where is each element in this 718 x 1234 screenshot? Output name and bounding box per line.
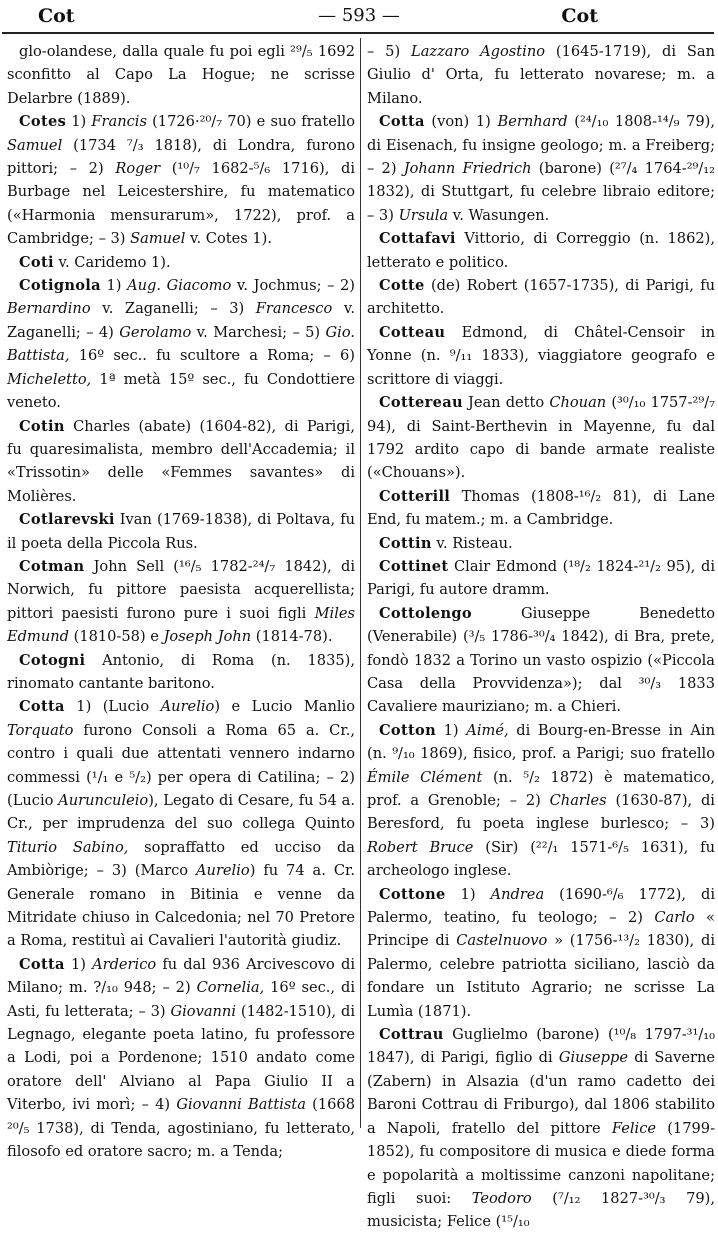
entry-italic-name: Micheletto, xyxy=(7,370,92,388)
entry-italic-name: Robert Bruce xyxy=(367,838,474,856)
entry-headword: Cottolengo xyxy=(379,604,472,622)
entry-italic-name: Andrea xyxy=(490,885,545,903)
entry-text: v. Zaganelli; – 3) xyxy=(90,300,256,318)
entry-italic-name: Felice xyxy=(611,1119,657,1137)
entry-italic-name: Giovanni xyxy=(170,1002,236,1020)
entry-text: v. Jochmus; – 2) xyxy=(231,277,356,295)
entry-italic-name: Johann Friedrich xyxy=(403,160,532,178)
entry-text: (n. ⁵/₂ 1872) è matematico, prof. a Grenoble; – 2) xyxy=(367,768,715,809)
entry-italic-name: Roger xyxy=(115,160,161,178)
entry-headword: Cottinet xyxy=(379,557,449,575)
entry-headword: Cotman xyxy=(19,557,85,575)
entry-text: 1) xyxy=(445,885,491,903)
entry-text: (¹⁰/₇ 1682-⁵/₆ 1716), di Burbage nel Leicestershire, fu matematico («Harmonia mensurarum», 1722), prof. a Cambridge; – 3) xyxy=(7,160,356,248)
entry-text: (1630-87), di Beresford, fu poeta inglese burlesco; – 3) xyxy=(367,792,715,833)
dictionary-entry xyxy=(367,40,715,110)
entry-text: John Sell (¹⁶/₅ 1782-²⁴/₇ 1842), di Norwich, fu pittore paesista acquerellista; pittori paesisti furono pure i suoi figli xyxy=(7,557,355,622)
entry-text: (1799-1852), fu compositore di musica e diede forma e popolarità a moltissime canzoni napolitane; figli suoi: xyxy=(367,1119,716,1207)
entry-text: v. Cotes 1). xyxy=(185,230,273,248)
entry-text: Guglielmo (barone) (¹⁰/₈ 1797-³¹/₁₀ 1847), di Parigi, figlio di xyxy=(367,1026,715,1067)
dictionary-entry xyxy=(367,274,715,321)
dictionary-entry xyxy=(367,110,715,227)
entry-text: ) e Lucio Manlio xyxy=(214,698,355,716)
dictionary-entry xyxy=(367,227,715,274)
entry-headword: Cottrau xyxy=(379,1026,444,1044)
running-head-right: Cot xyxy=(561,5,598,27)
entry-headword: Cotteau xyxy=(379,323,446,341)
dictionary-entry xyxy=(367,485,715,532)
entry-italic-name: Castelnuovo xyxy=(456,932,548,950)
entry-text: 16º sec.. fu scultore a Roma; – 6) xyxy=(69,347,355,365)
entry-text: di Bourg-en-Bresse in Ain (n. ⁹/₁₀ 1869), fisico, prof. a Parigi; suo fratello xyxy=(367,721,715,763)
entry-text: glo-olandese, dalla quale fu poi egli ²⁹/₅ 1692 sconfitto al Capo La Hogue; ne scrisse Delarbre (1889). xyxy=(7,43,355,107)
entry-italic-name: Giovanni Battista xyxy=(176,1096,306,1114)
entry-italic-name: Ursula xyxy=(398,206,449,224)
entry-italic-name: Joseph John xyxy=(163,628,252,646)
entry-headword: Cotignola xyxy=(19,277,101,295)
entry-text: di Saverne (Zabern) in Alsazia (d'un ramo cadetto dei Baroni Cottrau di Friburgo), dal 1806 stabilito a Napoli, fratello del pittore xyxy=(367,1049,715,1137)
dictionary-entry xyxy=(367,391,715,485)
entry-text: Edmond, di Châtel-Censoir in Yonne (n. ⁹/₁₁ 1833), viaggiatore geografo e scrittore di viaggi. xyxy=(367,323,715,388)
entry-text: (³⁰/₁₀ 1757-²⁹/₇ 94), di Saint-Berthevin in Mayenne, fu dal 1792 ardito capo di bande armate realiste («Chouans»). xyxy=(367,394,715,482)
entry-italic-name: Francis xyxy=(91,113,147,131)
entry-text: (1690-⁶/₆ 1772), di Palermo, teatino, fu teologo; – 2) xyxy=(367,885,715,927)
entry-headword: Cottone xyxy=(379,885,446,903)
entry-text: Clair Edmond (¹⁸/₂ 1824-²¹/₂ 95), di Parigi, fu autore dramm. xyxy=(367,557,715,599)
dictionary-entry xyxy=(367,321,715,391)
entry-text: – 5) xyxy=(367,43,412,60)
dictionary-entry xyxy=(7,649,355,696)
entry-text: » (1756-¹³/₂ 1830), di Palermo, celebre patriotta siciliano, lasciò da fondare un Istituto Agrario; ne scrisse La Lumìa (1871). xyxy=(367,932,716,1020)
entry-italic-name: Émile Clément xyxy=(367,768,483,786)
entry-text: (1814-78). xyxy=(251,628,333,646)
entry-text: 1ª metà 15º sec., fu Condottiere veneto. xyxy=(7,370,355,412)
entry-headword: Cottereau xyxy=(379,394,463,412)
entry-text: Thomas (1808-¹⁶/₂ 81), di Lane End, fu matem.; m. a Cambridge. xyxy=(367,487,715,529)
entry-italic-name: Miles Edmund xyxy=(7,604,355,646)
entry-text: (Sir) (²²/₁ 1571-⁶/₅ 1631), fu archeologo inglese. xyxy=(367,838,715,880)
entry-text: Ivan (1769-1838), di Poltava, fu il poeta della Piccola Rus. xyxy=(7,511,355,552)
dictionary-entry xyxy=(367,532,715,555)
entry-italic-name: Giuseppe xyxy=(558,1049,628,1067)
entry-italic-name: Bernardino xyxy=(7,300,91,318)
dictionary-entry xyxy=(367,602,715,719)
entry-text: (1734 ⁷/₃ 1818), di Londra, furono pittori; – 2) xyxy=(7,136,355,178)
entry-italic-name: Aimé, xyxy=(466,721,509,739)
dictionary-entry xyxy=(7,40,355,110)
entry-headword: Coti xyxy=(19,253,54,271)
entry-italic-name: Chouan xyxy=(549,394,607,412)
dictionary-entry xyxy=(7,274,355,414)
entry-headword: Cottafavi xyxy=(379,230,456,248)
entry-text: 1) xyxy=(64,955,93,973)
entry-text: 16º sec., di Asti, fu letterata; – 3) xyxy=(7,979,355,1020)
entry-text: Giuseppe Benedetto (Venerabile) (³/₅ 1786-³⁰/₄ 1842), di Bra, prete, fondò 1832 a Torino un vasto ospizio («Piccola Casa della Provvidenza»); dal ³⁰/₃ 1833 Cavaliere mauriziano; m. a Chieri. xyxy=(367,604,715,716)
entry-text: 1) (Lucio xyxy=(64,698,161,716)
entry-text: (1645-1719), di San Giulio d' Orta, fu letterato novarese; m. a Milano. xyxy=(367,43,715,107)
dictionary-entry xyxy=(7,555,355,649)
entry-text: v. Risteau. xyxy=(431,534,513,552)
entry-italic-name: Titurio Sabino, xyxy=(7,838,129,856)
entry-headword: Cotogni xyxy=(19,651,86,669)
entry-headword: Cotta xyxy=(19,698,65,716)
entry-italic-name: Teodoro xyxy=(471,1189,532,1207)
entry-text: (⁷/₁₂ 1827-³⁰/₃ 79), musicista; Felice (¹⁵/₁₀ xyxy=(367,1189,715,1231)
entry-text: « Principe di xyxy=(367,909,715,950)
entry-headword: Cotterill xyxy=(379,487,451,505)
entry-italic-name: Bernhard xyxy=(497,113,568,131)
entry-italic-name: Samuel xyxy=(7,136,63,154)
entry-text: (barone) (²⁷/₄ 1764-²⁹/₁₂ 1832), di Stuttgart, fu celebre libraio editore; – 3) xyxy=(367,160,716,224)
entry-text: v. Zaganelli; – 4) xyxy=(7,300,355,341)
entry-headword: Cotlarevski xyxy=(19,511,115,529)
dictionary-entry xyxy=(7,695,355,952)
entry-text: Vittorio, di Correggio (n. 1862), letterato e politico. xyxy=(367,230,715,271)
dictionary-entry xyxy=(7,251,355,274)
entry-italic-name: Aurunculeio xyxy=(58,792,149,809)
dictionary-entry xyxy=(367,719,715,883)
entry-headword: Cotta xyxy=(379,113,425,131)
dictionary-entry xyxy=(367,1023,715,1234)
entry-text: v. Marchesi; – 5) xyxy=(191,323,326,341)
entry-headword: Cotte xyxy=(379,277,425,295)
dictionary-entry xyxy=(7,953,355,1164)
page-header xyxy=(0,0,718,34)
dictionary-entry xyxy=(7,110,355,250)
entry-italic-name: Torquato xyxy=(7,721,74,739)
entry-italic-name: Samuel xyxy=(130,230,186,248)
entry-text: 1) xyxy=(100,277,128,295)
entry-italic-name: Aurelio xyxy=(196,862,250,880)
entry-italic-name: Lazzaro Agostino xyxy=(411,43,546,60)
right-column xyxy=(367,40,715,1234)
entry-text: v. Caridemo 1). xyxy=(53,253,171,271)
entry-italic-name: Gerolamo xyxy=(119,323,192,341)
entry-text: (²⁴/₁₀ 1808-¹⁴/₉ 79), di Eisenach, fu insigne geologo; m. a Freiberg; – 2) xyxy=(367,113,716,178)
entry-headword: Cotton xyxy=(379,721,436,739)
entry-italic-name: Cornelia, xyxy=(196,979,265,997)
column-divider xyxy=(360,38,361,1128)
entry-italic-name: Arderico xyxy=(92,955,157,973)
entry-text: ) fu 74 a. Cr. Generale romano in Bitinia e venne da Mitridate chiuso in Calcedonia; nel 70 Pretore a Roma, restituì ai Cavalieri l'autorità giudiz. xyxy=(7,862,355,950)
entry-italic-name: Carlo xyxy=(654,909,695,927)
dictionary-entry xyxy=(367,883,715,1023)
entry-text: (de) Robert (1657-1735), di Parigi, fu architetto. xyxy=(367,277,715,318)
entry-text: Charles (abate) (1604-82), di Parigi, fu quaresimalista, membro dell'Accademia; il «Trissotin» delle «Femmes savantes» di Molières. xyxy=(7,417,355,505)
entry-text: 1) xyxy=(435,721,467,739)
entry-text: (1810-58) e xyxy=(68,628,164,646)
entry-headword: Cotta xyxy=(19,955,65,973)
entry-italic-name: Gio. Battista, xyxy=(7,323,355,365)
page-number: — 593 — xyxy=(318,5,400,26)
entry-text: (1726·²⁰/₇ 70) e suo fratello xyxy=(146,113,355,131)
running-head-left: Cot xyxy=(38,5,75,27)
entry-headword: Cotes xyxy=(19,113,67,131)
dictionary-entry xyxy=(7,415,355,509)
entry-text: sopraffatto ed ucciso da Ambiòrige; – 3) (Marco xyxy=(7,838,355,880)
entry-text: Jean detto xyxy=(462,394,550,412)
entry-text: ), Legato di Cesare, fu 54 a. Cr., per imprudenza del suo collega Quinto xyxy=(7,792,355,833)
dictionary-entry xyxy=(367,555,715,602)
entry-text: fu dal 936 Arcivescovo di Milano; m. ?/₁₀ 948; – 2) xyxy=(7,955,355,997)
entry-text: (1668 ²⁰/₅ 1738), di Tenda, agostiniano, fu letterato, filosofo ed oratore sacro; m. a Tenda; xyxy=(7,1096,355,1161)
entry-italic-name: Aug. Giacomo xyxy=(127,277,232,295)
left-column xyxy=(7,40,355,1164)
entry-italic-name: Francesco xyxy=(255,300,333,318)
entry-headword: Cotin xyxy=(19,417,65,435)
entry-headword: Cottin xyxy=(379,534,432,552)
entry-text: (1482-1510), di Legnago, elegante poeta latino, fu professore a Lodi, poi a Pordenone; 1510 andato come oratore dell' Alviano al Papa Giulio II a Viterbo, ivi morì; – 4) xyxy=(7,1002,355,1114)
header-rule xyxy=(2,32,714,34)
entry-text: Antonio, di Roma (n. 1835), rinomato cantante baritono. xyxy=(7,651,355,692)
entry-text: v. Wasungen. xyxy=(448,206,550,224)
dictionary-entry xyxy=(7,508,355,555)
entry-text: (von) 1) xyxy=(424,113,498,131)
entry-italic-name: Aurelio xyxy=(160,698,215,716)
entry-text: 1) xyxy=(66,113,92,131)
entry-italic-name: Charles xyxy=(549,792,607,809)
entry-text: furono Consoli a Roma 65 a. Cr., contro i quali due attentati vennero indarno commessi (¹/₁ e ⁵/₂) per opera di Catilina; – 2) (Lucio xyxy=(7,721,355,809)
